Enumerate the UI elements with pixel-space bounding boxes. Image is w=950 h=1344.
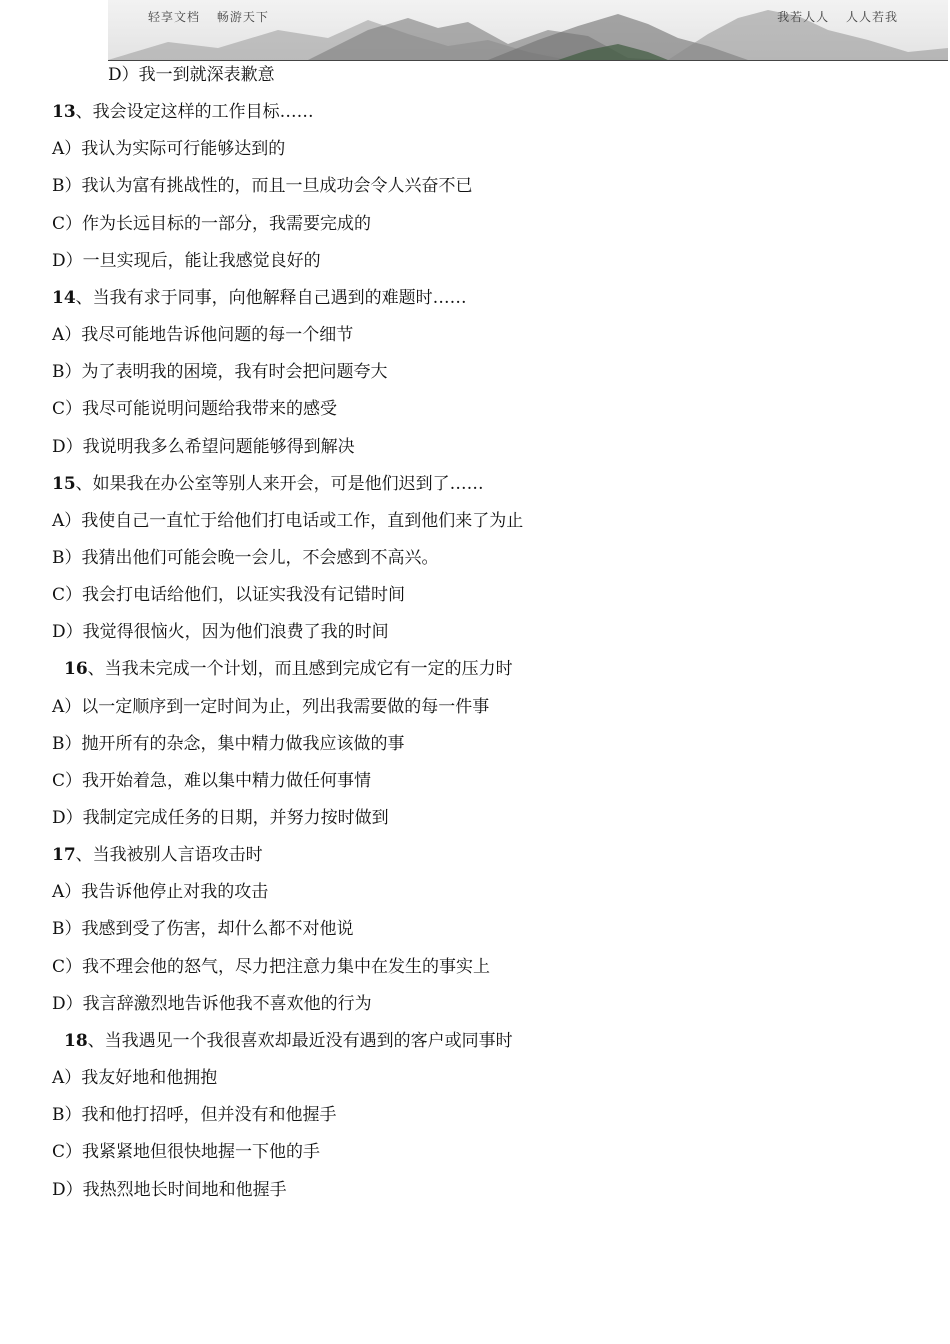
banner-slogan-left — [148, 8, 269, 25]
banner-slogan-right — [777, 8, 898, 25]
answer-option: A）我友好地和他拥抱 — [52, 1068, 218, 1089]
question-number: 17 — [52, 845, 76, 866]
answer-option: B）我认为富有挑战性的，而且一旦成功会令人兴奋不已 — [52, 176, 473, 197]
header-banner — [108, 0, 948, 61]
answer-option: A）我使自己一直忙于给他们打电话或工作，直到他们来了为止 — [52, 510, 524, 531]
answer-option: A）我认为实际可行能够达到的 — [52, 139, 286, 160]
banner-slogan: 我若人人 — [777, 10, 830, 24]
answer-option: D）一旦实现后，能让我感觉良好的 — [52, 250, 321, 271]
answer-option: C）我会打电话给他们，以证实我没有记错时间 — [52, 585, 406, 606]
banner-slogan: 轻享文档 — [148, 10, 201, 24]
answer-option: C）我紧紧地但很快地握一下他的手 — [52, 1142, 321, 1163]
question-heading — [64, 658, 513, 680]
banner-slogan: 畅游天下 — [216, 10, 269, 24]
question-heading — [52, 473, 484, 495]
question-text: 、当我遇见一个我很喜欢却最近没有遇到的客户或同事时 — [87, 1030, 513, 1051]
answer-option: C）我开始着急，难以集中精力做任何事情 — [52, 770, 372, 791]
answer-option: D）我言辞激烈地告诉他我不喜欢他的行为 — [52, 993, 372, 1014]
answer-option: C）我尽可能说明问题给我带来的感受 — [52, 399, 338, 420]
question-number: 14 — [52, 287, 76, 308]
question-text: 、如果我在办公室等别人来开会，可是他们迟到了…… — [75, 473, 484, 494]
answer-option: B）我感到受了伤害，却什么都不对他说 — [52, 919, 354, 940]
question-text: 、我会设定这样的工作目标…… — [75, 102, 314, 123]
answer-option: B）我和他打招呼，但并没有和他握手 — [52, 1105, 337, 1126]
answer-option: B）抛开所有的杂念，集中精力做我应该做的事 — [52, 733, 405, 754]
question-number: 15 — [52, 473, 76, 494]
question-number: 18 — [64, 1030, 88, 1051]
answer-option: D）我一到就深表歉意 — [108, 65, 275, 85]
answer-option: A）我尽可能地告诉他问题的每一个细节 — [52, 325, 354, 346]
answer-option: A）以一定顺序到一定时间为止，列出我需要做的每一件事 — [52, 696, 490, 717]
question-text: 、当我有求于同事，向他解释自己遇到的难题时…… — [75, 287, 467, 308]
question-heading — [64, 1030, 513, 1052]
question-text: 、当我未完成一个计划，而且感到完成它有一定的压力时 — [87, 659, 513, 680]
question-number: 16 — [64, 659, 88, 680]
answer-option: D）我觉得很恼火，因为他们浪费了我的时间 — [52, 622, 389, 643]
question-heading — [52, 844, 263, 866]
question-text: 、当我被别人言语攻击时 — [75, 845, 263, 866]
banner-slogan: 人人若我 — [845, 10, 898, 24]
answer-option: A）我告诉他停止对我的攻击 — [52, 882, 269, 903]
answer-option: C）作为长远目标的一部分，我需要完成的 — [52, 213, 372, 234]
answer-option: B）为了表明我的困境，我有时会把问题夸大 — [52, 362, 388, 383]
answer-option: D）我说明我多么希望问题能够得到解决 — [52, 436, 355, 457]
question-number: 13 — [52, 102, 76, 123]
question-heading — [52, 101, 314, 123]
answer-option: C）我不理会他的怒气，尽力把注意力集中在发生的事实上 — [52, 956, 491, 977]
answer-option: D）我制定完成任务的日期，并努力按时做到 — [52, 808, 389, 828]
answer-option: B）我猜出他们可能会晚一会儿，不会感到不高兴。 — [52, 547, 439, 568]
question-heading — [52, 287, 467, 309]
answer-option: D）我热烈地长时间地和他握手 — [52, 1179, 287, 1200]
